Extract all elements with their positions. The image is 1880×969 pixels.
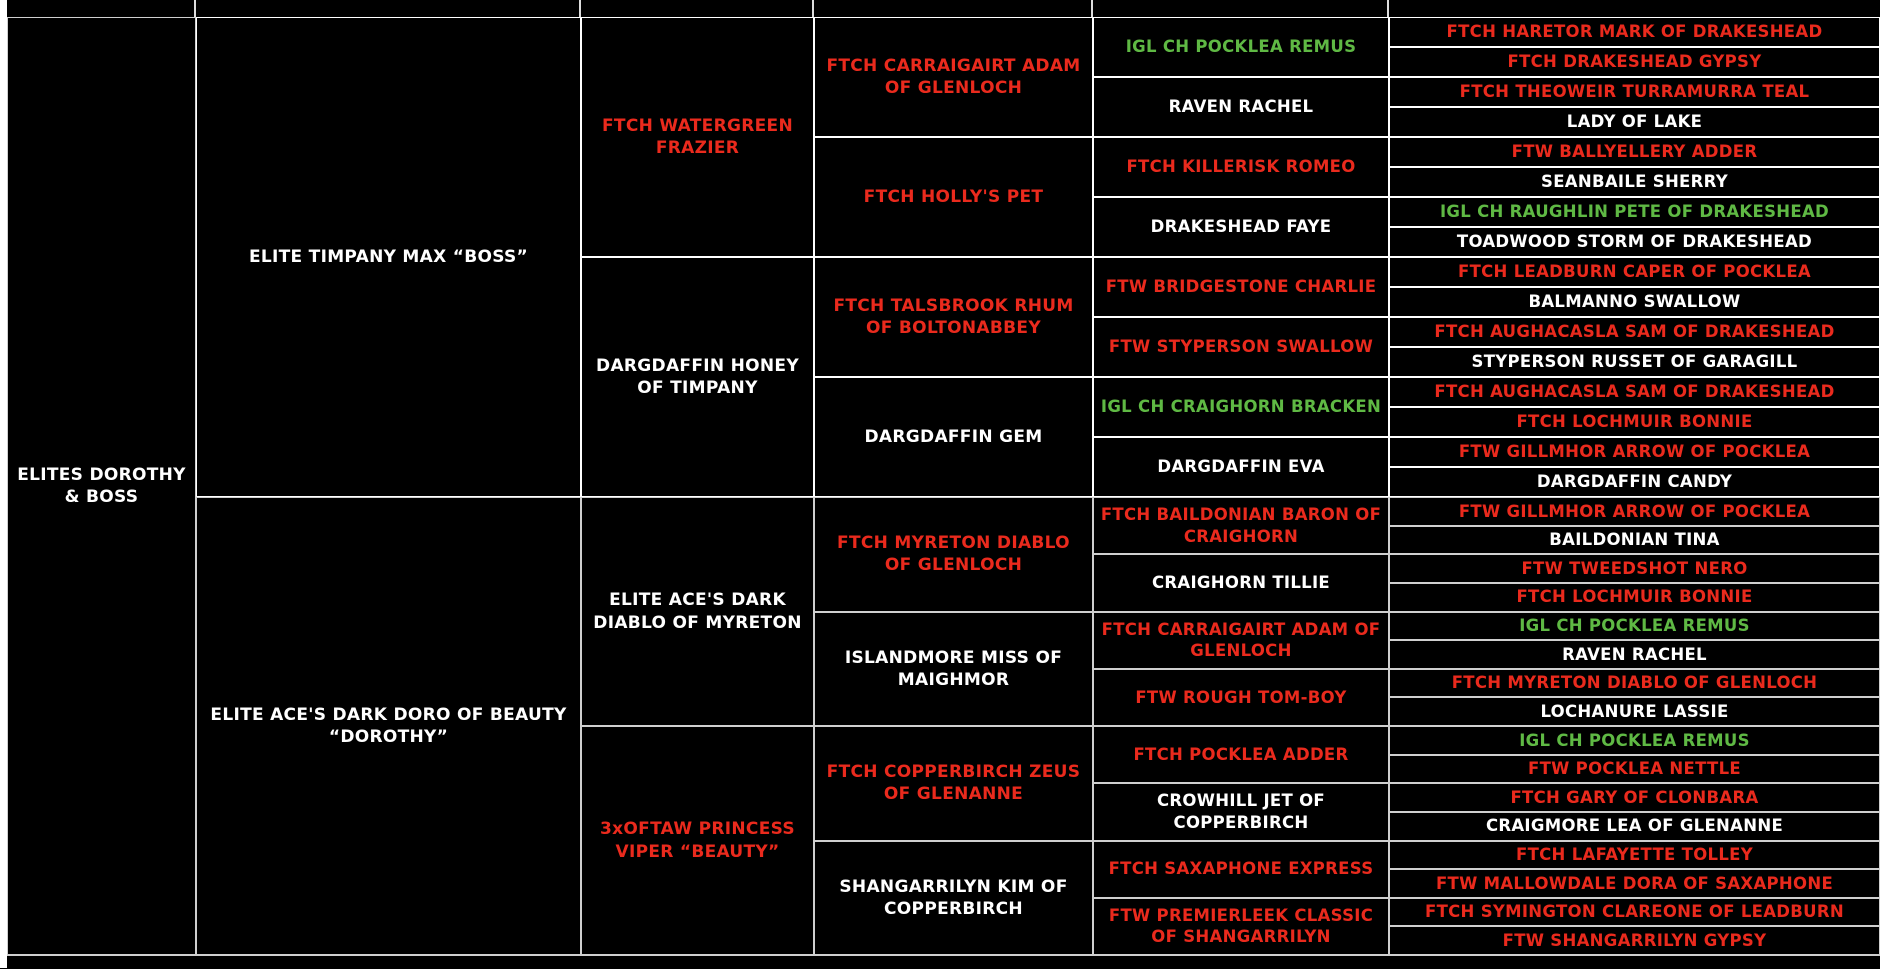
dam-gen4-cell <box>1093 669 1389 726</box>
dog-name: IGL CH POCKLEA REMUS <box>1519 616 1750 636</box>
dog-name: FTW PREMIERLEEK CLASSIC OF SHANGARRILYN <box>1108 905 1374 947</box>
dog-name: FTW TWEEDSHOT NERO <box>1521 558 1748 578</box>
dog-name: ELITE ACE'S DARK DORO OF BEAUTY “DOROTHY” <box>210 704 567 747</box>
dog-name: 3xOFTAW PRINCESS VIPER “BEAUTY” <box>600 819 795 862</box>
header-divider <box>579 0 581 17</box>
dam-gen5-cell <box>1389 812 1880 841</box>
dog-name: DRAKESHEAD FAYE <box>1150 217 1332 237</box>
dog-name: FTCH TALSBROOK RHUM OF BOLTONABBEY <box>833 295 1074 338</box>
dog-name: FTW GILLMHOR ARROW OF POCKLEA <box>1458 501 1811 521</box>
dog-name: IGL CH RAUGHLIN PETE OF DRAKESHEAD <box>1439 202 1830 222</box>
dog-name: FTCH CARRAIGAIRT ADAM OF GLENLOCH <box>1101 619 1381 661</box>
sire-gen4-cell <box>1093 137 1389 197</box>
dam-gen5-cell <box>1389 841 1880 870</box>
sire-gen1-cell <box>196 17 581 497</box>
sire-gen2-cell <box>581 17 814 257</box>
dam-gen5-cell <box>1389 898 1880 927</box>
dam-gen5-cell <box>1389 554 1880 583</box>
dog-name: FTCH DRAKESHEAD GYPSY <box>1507 52 1762 72</box>
dog-name: DARGDAFFIN CANDY <box>1536 472 1733 492</box>
header-divider <box>1091 0 1093 17</box>
dog-name: FTCH WATERGREEN FRAZIER <box>602 115 793 158</box>
dam-gen2-cell <box>581 726 814 955</box>
dog-name: IGL CH POCKLEA REMUS <box>1125 37 1357 57</box>
dog-name: FTW ROUGH TOM-BOY <box>1135 687 1347 707</box>
footer-row <box>7 955 1880 969</box>
sire-gen5-cell <box>1389 467 1880 497</box>
dam-gen1-cell <box>196 497 581 955</box>
dog-name: FTW POCKLEA NETTLE <box>1528 759 1741 779</box>
dog-name: BALMANNO SWALLOW <box>1528 292 1741 312</box>
dog-name: SEANBAILE SHERRY <box>1541 172 1728 192</box>
dog-name: FTW GILLMHOR ARROW OF POCKLEA <box>1458 442 1811 462</box>
dam-gen3-cell <box>814 726 1093 841</box>
dam-gen2-cell <box>581 497 814 726</box>
dog-name: FTCH GARY OF CLONBARA <box>1510 787 1759 807</box>
sire-gen4-cell <box>1093 17 1389 77</box>
left-margin-strip <box>0 0 7 968</box>
dog-name: DARGDAFFIN HONEY OF TIMPANY <box>596 355 799 398</box>
dog-name: FTCH AUGHACASLA SAM OF DRAKESHEAD <box>1434 382 1835 402</box>
sire-gen5-cell <box>1389 77 1880 107</box>
dog-name: BAILDONIAN TINA <box>1549 530 1720 550</box>
header-row <box>7 0 1880 17</box>
sire-gen2-cell <box>581 257 814 497</box>
dam-gen3-cell <box>814 612 1093 727</box>
dog-name: FTCH MYRETON DIABLO OF GLENLOCH <box>837 533 1070 576</box>
dog-name: FTCH LAFAYETTE TOLLEY <box>1516 845 1753 865</box>
dam-gen5-cell <box>1389 726 1880 755</box>
dam-gen4-cell <box>1093 783 1389 840</box>
sire-gen3-cell <box>814 377 1093 497</box>
dog-name: FTCH SAXAPHONE EXPRESS <box>1108 859 1374 879</box>
dog-name: STYPERSON RUSSET OF GARAGILL <box>1471 352 1798 372</box>
dog-name: FTCH HARETOR MARK OF DRAKESHEAD <box>1446 22 1823 42</box>
dog-name: CROWHILL JET OF COPPERBIRCH <box>1157 791 1325 832</box>
dog-name: FTW STYPERSON SWALLOW <box>1108 337 1374 357</box>
sire-gen5-cell <box>1389 407 1880 437</box>
sire-gen5-cell <box>1389 137 1880 167</box>
dog-name: IGL CH POCKLEA REMUS <box>1519 730 1750 750</box>
dog-name: IGL CH CRAIGHORN BRACKEN <box>1100 397 1382 417</box>
dog-name: DARGDAFFIN GEM <box>864 426 1043 447</box>
dam-gen5-cell <box>1389 926 1880 955</box>
dog-name: FTCH AUGHACASLA SAM OF DRAKESHEAD <box>1434 322 1835 342</box>
dog-name: FTCH KILLERISK ROMEO <box>1126 157 1356 177</box>
dam-gen5-cell <box>1389 697 1880 726</box>
sire-gen5-cell <box>1389 167 1880 197</box>
dog-name: LOCHANURE LASSIE <box>1540 701 1729 721</box>
sire-gen4-cell <box>1093 377 1389 437</box>
sire-gen5-cell <box>1389 317 1880 347</box>
dog-name: FTW BALLYELLERY ADDER <box>1511 142 1758 162</box>
subject-cell <box>7 17 196 955</box>
dog-name: FTCH LOCHMUIR BONNIE <box>1516 412 1753 432</box>
dam-gen3-cell <box>814 841 1093 956</box>
sire-gen4-cell <box>1093 257 1389 317</box>
sire-gen4-cell <box>1093 317 1389 377</box>
dam-gen5-cell <box>1389 755 1880 784</box>
dog-name: TOADWOOD STORM OF DRAKESHEAD <box>1456 232 1813 252</box>
sire-gen4-cell <box>1093 437 1389 497</box>
sire-gen3-cell <box>814 257 1093 377</box>
dog-name: FTCH POCKLEA ADDER <box>1133 744 1349 764</box>
sire-gen5-cell <box>1389 437 1880 467</box>
dog-name: FTCH LEADBURN CAPER OF POCKLEA <box>1458 262 1811 282</box>
dam-gen5-cell <box>1389 526 1880 555</box>
sire-gen5-cell <box>1389 107 1880 137</box>
dog-name: FTCH CARRAIGAIRT ADAM OF GLENLOCH <box>826 55 1081 98</box>
dog-name: FTCH THEOWEIR TURRAMURRA TEAL <box>1459 82 1810 102</box>
sire-gen5-cell <box>1389 257 1880 287</box>
dog-name: FTCH SYMINGTON CLAREONE OF LEADBURN <box>1425 902 1844 922</box>
sire-gen5-cell <box>1389 347 1880 377</box>
dog-name: FTW MALLOWDALE DORA OF SAXAPHONE <box>1435 873 1834 893</box>
sire-gen5-cell <box>1389 17 1880 47</box>
dog-name: FTW BRIDGESTONE CHARLIE <box>1105 277 1377 297</box>
dog-name: FTCH MYRETON DIABLO OF GLENLOCH <box>1451 673 1818 693</box>
sire-gen5-cell <box>1389 47 1880 77</box>
dam-gen4-cell <box>1093 726 1389 783</box>
dam-gen3-cell <box>814 497 1093 612</box>
dog-name: ISLANDMORE MISS OF MAIGHMOR <box>844 647 1063 690</box>
header-divider <box>812 0 814 17</box>
dam-gen5-cell <box>1389 669 1880 698</box>
dog-name: FTCH COPPERBIRCH ZEUS OF GLENANNE <box>826 762 1081 805</box>
dog-name: CRAIGHORN TILLIE <box>1152 573 1330 593</box>
dog-name: ELITE TIMPANY MAX “BOSS” <box>248 246 529 267</box>
dog-name: DARGDAFFIN EVA <box>1157 457 1325 477</box>
sire-gen5-cell <box>1389 377 1880 407</box>
dog-name: FTCH BAILDONIAN BARON OF CRAIGHORN <box>1100 505 1382 546</box>
dam-gen5-cell <box>1389 583 1880 612</box>
dam-gen5-cell <box>1389 612 1880 641</box>
sire-gen5-cell <box>1389 287 1880 317</box>
dog-name: FTW SHANGARRILYN GYPSY <box>1502 930 1767 950</box>
dam-gen5-cell <box>1389 783 1880 812</box>
dam-gen4-cell <box>1093 554 1389 611</box>
dam-gen5-cell <box>1389 640 1880 669</box>
dog-name: ELITE ACE'S DARK DIABLO OF MYRETON <box>593 590 802 633</box>
sire-gen4-cell <box>1093 197 1389 257</box>
sire-gen5-cell <box>1389 227 1880 257</box>
dog-name: FTCH HOLLY'S PET <box>863 186 1044 207</box>
dam-gen4-cell <box>1093 898 1389 955</box>
dam-gen4-cell <box>1093 841 1389 898</box>
dam-gen5-cell <box>1389 869 1880 898</box>
sire-gen5-cell <box>1389 197 1880 227</box>
dam-gen5-cell <box>1389 497 1880 526</box>
dog-name: CRAIGMORE LEA OF GLENANNE <box>1485 816 1784 836</box>
sire-gen3-cell <box>814 137 1093 257</box>
sire-gen3-cell <box>814 17 1093 137</box>
sire-gen4-cell <box>1093 77 1389 137</box>
header-divider <box>194 0 196 17</box>
dog-name: LADY OF LAKE <box>1566 112 1703 132</box>
dog-name: SHANGARRILYN KIM OF COPPERBIRCH <box>839 876 1068 919</box>
subject-name: ELITES DOROTHY & BOSS <box>17 464 186 507</box>
dam-gen4-cell <box>1093 612 1389 669</box>
dog-name: FTCH LOCHMUIR BONNIE <box>1516 587 1753 607</box>
dog-name: RAVEN RACHEL <box>1168 97 1314 117</box>
dog-name: RAVEN RACHEL <box>1562 644 1707 664</box>
header-divider <box>1387 0 1389 17</box>
dam-gen4-cell <box>1093 497 1389 554</box>
